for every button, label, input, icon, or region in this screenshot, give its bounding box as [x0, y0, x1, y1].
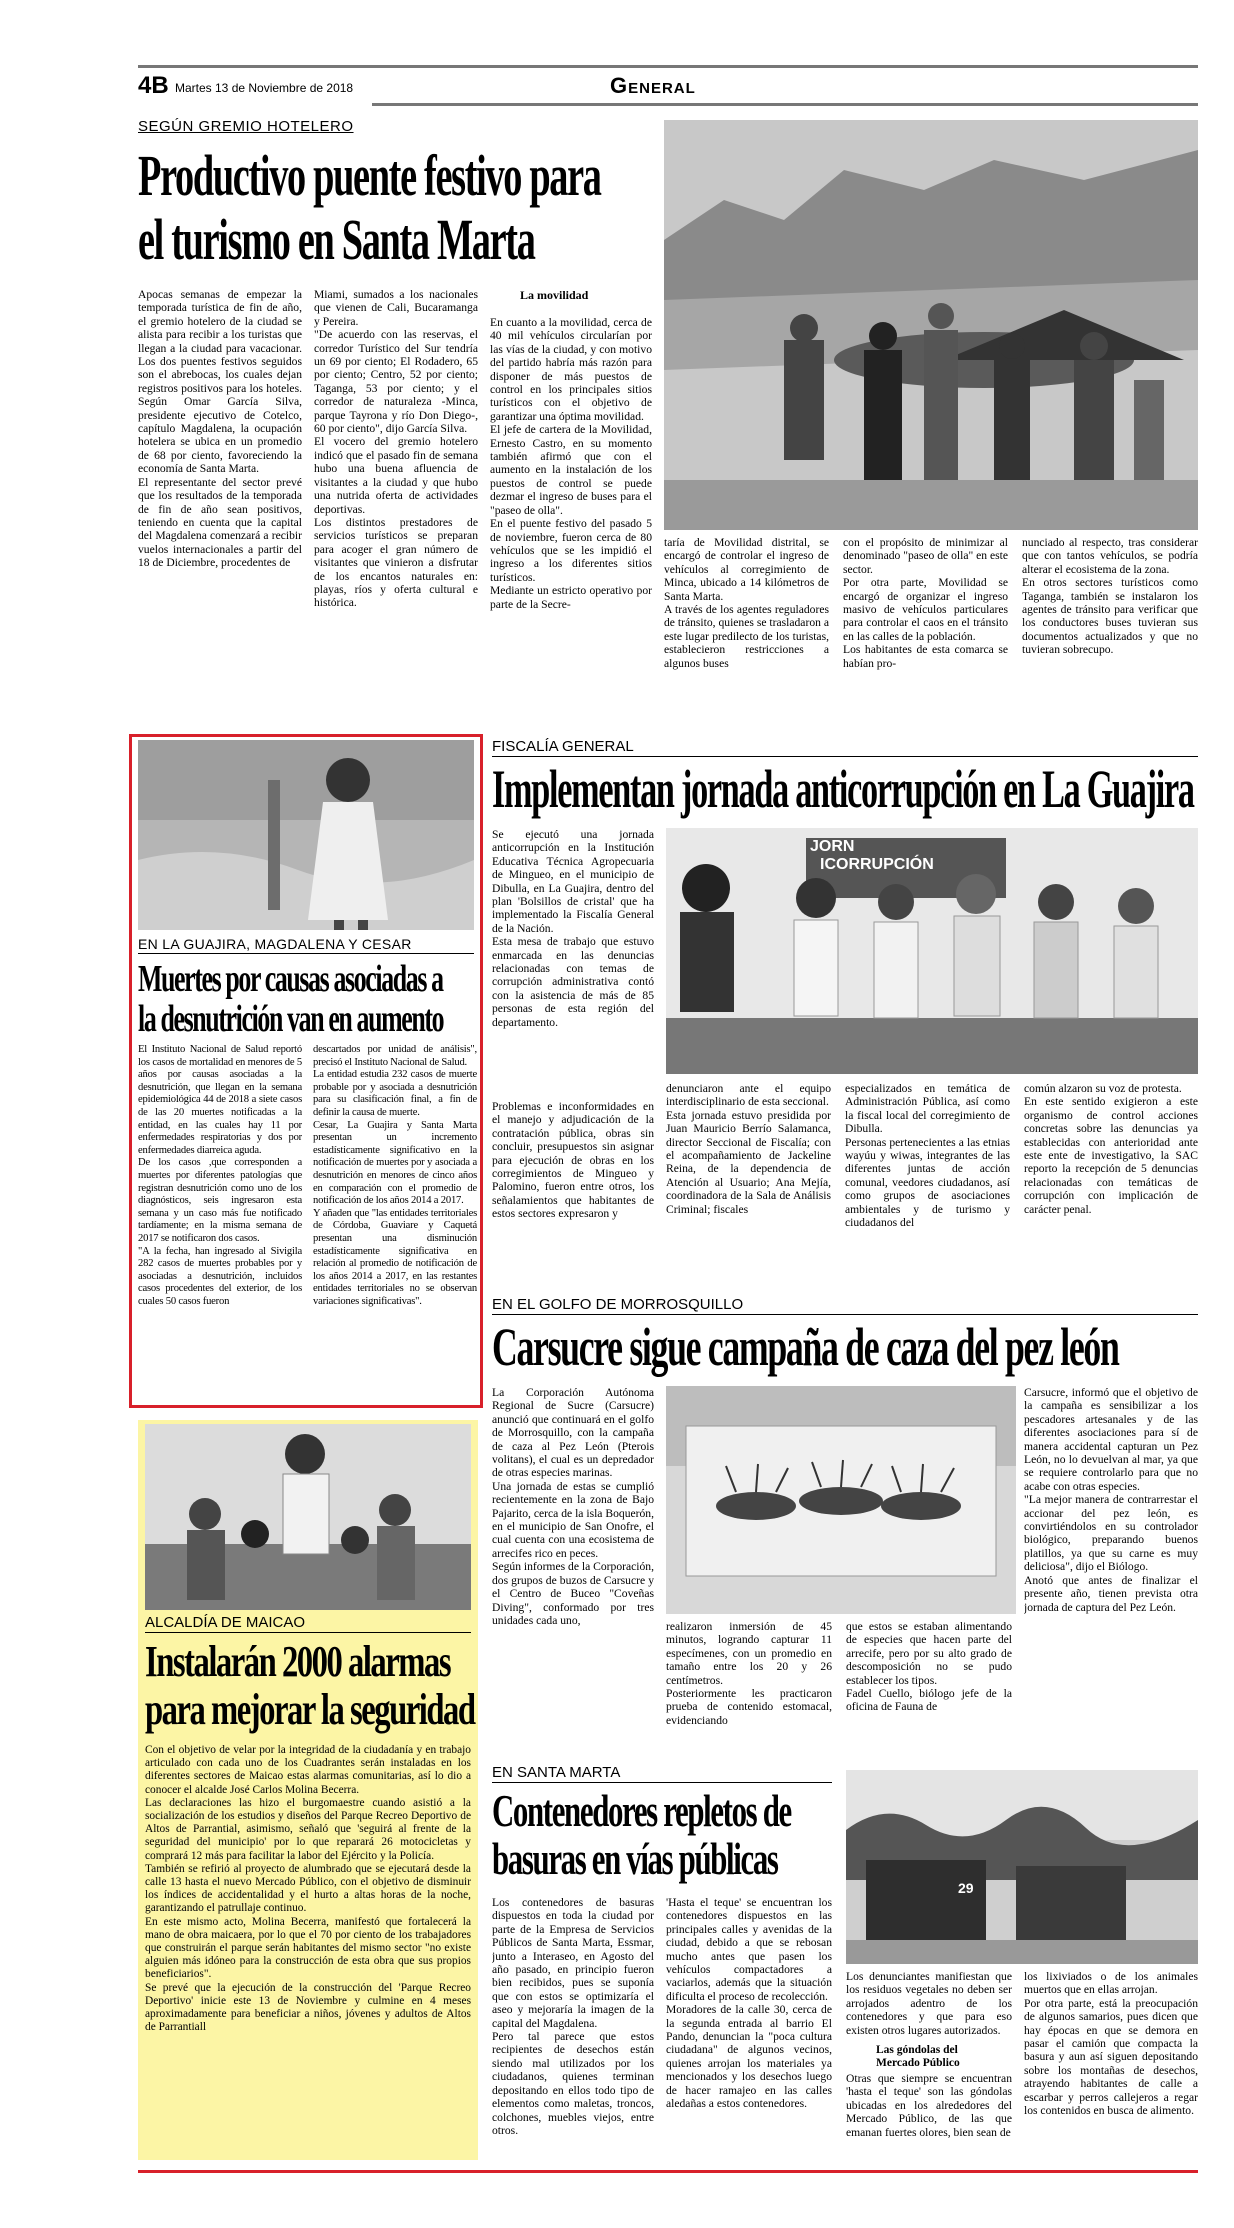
art5-headline-2: para mejorar la seguridad — [145, 1685, 475, 1734]
art3-kicker: FISCALÍA GENERAL — [492, 738, 634, 755]
art3-col1: Se ejecutó una jornada anticorrupción en la Institución Educativa Técnica Agropecuaria de Mingueo, en el municipio de Dibulla, en La Guajira, dentro del plan 'Bolsillos de cristal' que ha implementado la Fiscalía General de la Nación. Esta mesa de trabajo que estuvo enmarcada en las denuncias relacionadas con temas de corrupción administrativa contó con la asistencia de más de 85 personas de esta región del departamento. — [492, 828, 654, 1029]
art1-col6: nunciado al respecto, tras considerar que con tantos vehículos, se podría alterar el ecosistema de la zona. En otros sectores turísticos como Taganga, también se instalaron los agentes de tránsito para verificar que los conductores buses tuvieran sus documentos actualizados y que no tuvieran sobrecupo. — [1022, 536, 1198, 657]
art5-kicker: ALCALDÍA DE MAICAO — [145, 1614, 306, 1631]
art6-headline-2: basuras en vías públicas — [492, 1833, 778, 1884]
art3-col2-left: Problemas e inconformidades en el manejo y adjudicación de la contratación pública, obras sin concluir, presupuestos sin asignar para ejecución de obras en los corregimientos de Mingueo y Palomino, fueron entre otros, los señalamientos que habitantes de estos sectores expresaron y — [492, 1100, 654, 1221]
art3-col4: común alzaron su voz de protesta. En este sentido exigieron a este organismo de control acciones concretas sobre las denuncias ya establecidas con anterioridad ante este ente de investigativo, la SAC reporto la recepción de 5 denuncias relacionadas con temáticas de corrupción con implicación de carácter penal. — [1024, 1082, 1198, 1216]
art1-col5: con el propósito de minimizar al denominado "paseo de olla" en este sector. Por otra parte, Movilidad se encargó de organizar el ingreso masivo de vehículos particulares para controlar el caos en el tránsito en las calles de la población. Los habitantes de esta comarca se habían pro- — [843, 536, 1008, 670]
art5-body: Con el objetivo de velar por la integridad de la ciudadanía y en trabajo articulado con cada uno de los Cuadrantes serán instaladas en los diferentes sectores de Maicao estas alarmas comunitarias, así lo dio a conocer el alcalde José Carlos Molina Becerra. Las declaraciones las hizo el burgomaestre cuando asistió a la socialización de los estudios y diseños del Parque Recreo Deportivo de Altos de Parrantial, asimismo, señaló que 'seguirá al frente de la seguridad del municipio' por lo que reparará 26 motocicletas y comprará 12 más para facilitar la labor del Ejército y la Policía. También se refirió al proyecto de alumbrado que se ejecutará desde la calle 13 hasta el nuevo Mercado Público, con el objetivo de disminuir los índices de accidentalidad y el hurto a altas horas de la noche, garantizando el patrullaje continuo. En este mismo acto, Molina Becerra, manifestó que fortalecerá la mano de obra maicaera, por lo que el 70 por ciento de los trabajadores que construirán el parque serán habitantes del mismo sector "no existe alguien más idóneo para la construcción de esta obra que sus propios beneficiarios". Se prevé que la ejecución de la construcción del 'Parque Recreo Deportivo' inicie este 13 de Noviembre y culmine en 4 meses aproximadamente para beneficiar a niños, jóvenes y adultos de Altos de Parrantiall — [145, 1744, 471, 2034]
art1-col3: En cuanto a la movilidad, cerca de 40 mil vehículos circularían por las vías de la ciudad, y con motivo del partido habría más razón para disponer de más puestos de control en los principales sitios turísticos con el objetivo de garantizar una óptima movilidad. El jefe de cartera de la Movilidad, Ernesto Castro, en su momento también afirmó que con el aumento en la instalación de los puestos de control se puede dezmar el ingreso de buses para el "paseo de olla". En el puente festivo del pasado 5 de noviembre, fueron cerca de 80 vehículos que se les impidió el ingreso a los diferentes sitios turísticos. Mediante un estricto operativo por parte de la Secre- — [490, 316, 652, 611]
art4-col2: realizaron inmersión de 45 minutos, logrando capturar 11 especímenes, con un promedio en tamaño entre los 20 y 26 centímetros. Posteriormente les practicaron prueba de contenido estomacal, evidenciando — [666, 1620, 832, 1727]
art4-col4: Carsucre, informó que el objetivo de la campaña es sensibilizar a los pescadores artesanales y de las diferentes asociaciones para sí de manera accidental capturan un Pez León, no lo devuelvan al mar, ya que se requiere controlarlo para que no acabe con otras especies. "La mejor manera de contrarrestar el accionar del pez león, es convirtiéndolos en su controlador biológico, preparando buenos platillos, ya que su carne es muy deliciosa", dijo el Biólogo. Anotó que antes de finalizar el presente año, tienen prevista otra jornada de captura del Pez León. — [1024, 1386, 1198, 1614]
section-title: General — [610, 73, 696, 98]
art2-headline-1: Muertes por causas asociadas a — [138, 958, 443, 1000]
art6-subhead-2: Mercado Público — [876, 2057, 960, 2069]
art6-subhead-1: Las góndolas del — [876, 2044, 958, 2056]
art1-col2: Miami, sumados a los nacionales que vienen de Cali, Bucaramanga y Pereira. "De acuerdo con las reservas, el corredor Turístico del Sur tendría un 69 por ciento; El Rodadero, 65 por ciento; Centro, 52 por ciento; Taganga, 53 por ciento; y el corredor de naturaleza -Minca, parque Tayrona y río Don Diego-, 60 por ciento", dijo García Silva. El vocero del gremio hotelero indicó que el pasado fin de semana hubo una buena afluencia de visitantes a la ciudad y que hubo una nutrida oferta de actividades deportivas. Los distintos prestadores de servicios turísticos se preparan para acoger el gran número de visitantes que vinieron a disfrutar de los encantos naturales en: playas, ríos y oferta cultural e histórica. — [314, 288, 478, 610]
art6-col2: 'Hasta el teque' se encuentran los contenedores dispuestos en las principales calles y avenidas de la ciudad, debido a que se rebosan mucho antes que pasen los vehículos compactadores a vaciarlos, además que la situación dificulta el proceso de recolección. Moradores de la calle 30, cerca de la segunda entrada al barrio El Pando, denuncian la "poca cultura ciudadana" de algunos vecinos, quienes arrojan los materiales ya mencionados y los desechos luego de hacer ramajeo en las calles aledañas a estos contenedores. — [666, 1896, 832, 2111]
art5-headline-1: Instalarán 2000 alarmas — [145, 1637, 451, 1686]
art2-col2: descartados por unidad de análisis", precisó el Instituto Nacional de Salud. La entidad estudia 232 casos de muerte probable por y asociada a desnutrición para su clasificación final, a fin de definir la causa de muerte. Cesar, La Guajira y Santa Marta presentan un incremento estadísticamente significativo en la notificación de muertes por y asociada a desnutrición en menores de cinco años en comparación con el promedio de notificación de los años 2014 a 2017. Y añaden que "las entidades territoriales de Córdoba, Guaviare y Caquetá presentan una disminución estadísticamente significativa en relación al promedio de notificación de los años 2014 a 2017, en las restantes entidades territoriales no se observan variaciones significativas". — [313, 1044, 477, 1307]
art3-col3: especializados en temática de Administración Pública, así como la fiscal local del corregimiento de Dibulla. Personas pertenecientes a las etnias wayúu y wiwas, integrantes de las diferentes juntas de acción comunal, veedores ciudadanos, así como grupos de asociaciones ambientales y de turismo y ciudadanos del — [845, 1082, 1010, 1230]
art3-kicker-rule — [492, 756, 1198, 757]
art1-photo-beach — [664, 120, 1198, 530]
art4-photo-lionfish — [666, 1386, 1016, 1614]
art3-photo-banner-1: JORN — [810, 838, 855, 855]
art1-headline-2: el turismo en Santa Marta — [138, 207, 535, 272]
art6-kicker: EN SANTA MARTA — [492, 1764, 621, 1781]
art6-photo-containers — [846, 1770, 1198, 1964]
header-rule-left — [138, 65, 1198, 68]
art6-col3b: Otras que siempre se encuentran 'hasta el teque' son las góndolas ubicadas en los alrededores del Mercado Público, de las que emanan fuertes olores, bien sean de — [846, 2072, 1012, 2139]
art6-container-number: 29 — [958, 1880, 974, 1896]
art6-col1: Los contenedores de basuras dispuestos en toda la ciudad por parte de la Empresa de Servicios Públicos de Santa Marta, Essmar, junto a Interaseo, en Agosto del año pasado, en principio fueron bien recibidos, pues se suponía que con estos se optimizaría el aseo y mejoraría la imagen de la capital del Magdalena. Pero tal parece que estos recipientes de desechos están siendo mal utilizados por los ciudadanos, quienes terminan depositando en ellos todo tipo de elementos como maletas, troncos, colchones, muebles viejos, entre otros. — [492, 1896, 654, 2137]
art3-photo-banner-2: ICORRUPCIÓN — [820, 856, 934, 873]
art6-headline-1: Contenedores repletos de — [492, 1785, 791, 1836]
page-number: 4B — [138, 72, 169, 99]
art1-kicker: SEGÚN GREMIO HOTELERO — [138, 118, 354, 135]
art1-subhead: La movilidad — [520, 288, 589, 302]
art1-headline-1: Productivo puente festivo para — [138, 143, 601, 208]
art3-col2: denunciaron ante el equipo interdisciplinario de esta seccional. Esta jornada estuvo presidida por Juan Mauricio Berrío Salamanca, director Seccional de Fiscalía; con el acompañamiento de Jackeline Reina, de la dependencia de Atención al Usuario; Ana Mejía, coordinadora de la Sala de Análisis Criminal; fiscales — [666, 1082, 831, 1216]
art4-col3: que estos se estaban alimentando de especies que hacen parte del arrecife, pero por su alto grado de descomposición no se pudo establecer los tipos. Fadel Cuello, biólogo jefe de la oficina de Fauna de — [846, 1620, 1012, 1714]
art4-col1: La Corporación Autónoma Regional de Sucre (Carsucre) anunció que continuará en el golfo de Morrosquillo, con la campaña de caza al Pez León (Pterois volitans), el cual es un depredador de otras especies marinas. Una jornada de estas se cumplió recientemente en la zona de Bajo Pajarito, cerca de la isla Boquerón, en el municipio de San Onofre, el cual cuenta con una ecosistema de arrecifes rico en peces. Según informes de la Corporación, dos grupos de buzos de Carsucre y el Centro de Buceo "Coveñas Diving", conformado por tres unidades cada uno, — [492, 1386, 654, 1627]
art6-kicker-rule — [492, 1782, 832, 1783]
art2-kicker: EN LA GUAJIRA, MAGDALENA Y CESAR — [138, 936, 412, 952]
art6-col4: los lixiviados o de los animales muertos que en ellas arrojan. Por otra parte, está la preocupación de algunos samarios, pues dicen que hay épocas en que se demora en pasar el camión que compacta la basura y aun así siguen depositando sobre los montañas de desechos, atrayendo habitantes de calle a escarbar y perros callejeros a regar los contenidos en busca de alimento. — [1024, 1970, 1198, 2118]
art1-col1: Apocas semanas de empezar la temporada turística de fin de año, el gremio hotelero de la ciudad se alista para recibir a los turistas que llegan a la ciudad para vacacionar. Los dos puentes festivos seguidos son el abrebocas, los cuales dejan registros positivos para los hoteles. Según Omar García Silva, presidente ejecutivo de Cotelco, capítulo Magdalena, la ocupación hotelera se ubica en un promedio de 68 por ciento, favoreciendo la economía de Santa Marta. El representante del sector prevé que los resultados de la temporada de fin de año sean positivos, teniendo en cuenta que la capital del Magdalena comenzará a recibir vuelos internacionales a partir del 18 de Diciembre, procedentes de — [138, 288, 302, 570]
footer-rule — [138, 2170, 1198, 2173]
art5-photo-mayor — [145, 1424, 471, 1610]
art2-kicker-rule — [138, 953, 474, 954]
page-date: Martes 13 de Noviembre de 2018 — [175, 81, 354, 95]
art2-photo-child — [138, 740, 474, 930]
header-rule-bottom — [372, 103, 1198, 106]
art1-col4: taría de Movilidad distrital, se encargó de controlar el ingreso de vehículos al corregimiento de Minca, ubicado a 14 kilómetros de Santa Marta. A través de los agentes reguladores de tránsito, quienes se trasladaron a este lugar predilecto de los turistas, establecieron restricciones a algunos buses — [664, 536, 829, 670]
art4-kicker-rule — [492, 1314, 1198, 1315]
art5-kicker-rule — [145, 1632, 471, 1633]
art2-col1: El Instituto Nacional de Salud reportó los casos de mortalidad en menores de 5 años por causas asociadas a la desnutrición, que llegan en la semana epidemiológica 44 de 2018 a siete casos de las 20 muertes notificadas a la entidad, en las cuales hay 11 por enfermedades respiratorias y dos por enfermedades diarreica aguda. De los casos ,que corresponden a muertes por diferentes patologías que registran desnutrición como uno de los diagnósticos, seis ingresaron esta semana y un caso más fue notificado tardíamente; en la misma semana de 2017 se notificaron dos casos. "A la fecha, han ingresado al Sivigila 282 casos de muertes probables por y asociadas a desnutrición, incluidos casos procedentes del exterior, de los cuales 50 casos fueron — [138, 1044, 302, 1307]
art2-headline-2: la desnutrición van en aumento — [138, 998, 444, 1040]
art4-headline: Carsucre sigue campaña de caza del pez león — [492, 1317, 1119, 1377]
art6-col3: Los denunciantes manifiestan que los residuos vegetales no deben ser arrojados adentro de los contenedores y que para eso existen otros lugares autorizados. — [846, 1970, 1012, 2037]
art4-kicker: EN EL GOLFO DE MORROSQUILLO — [492, 1296, 744, 1313]
art3-headline: Implementan jornada anticorrupción en La Guajira — [492, 759, 1194, 819]
